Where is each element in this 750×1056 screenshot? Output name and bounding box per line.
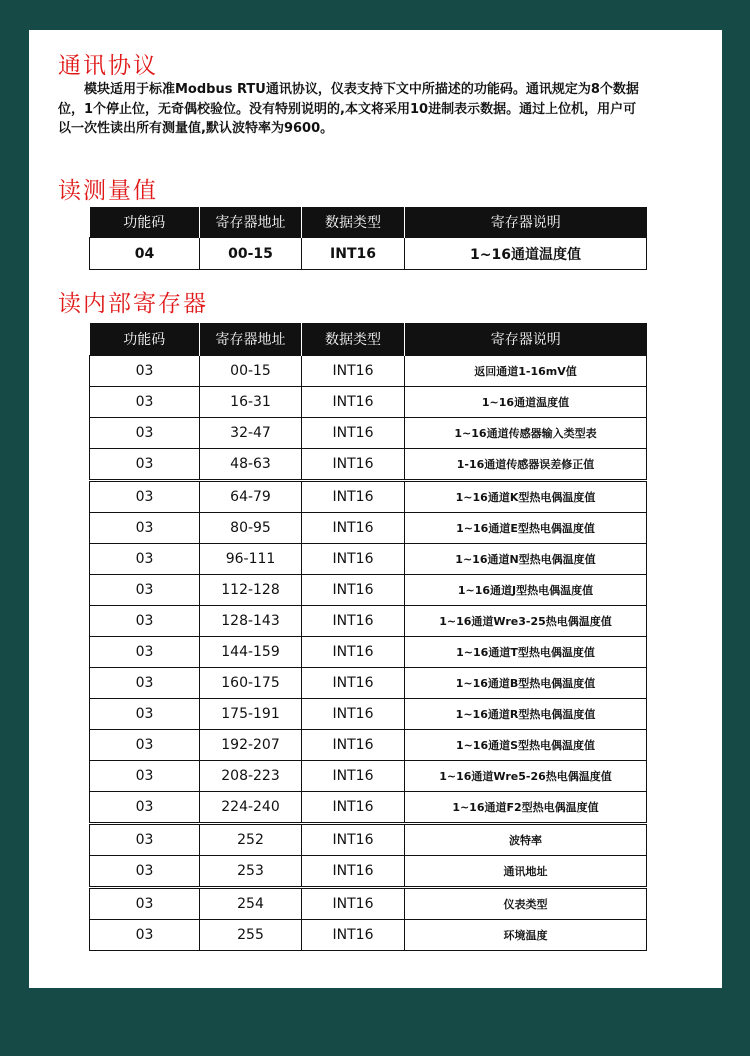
protocol-description: 模块适用于标准Modbus RTU通讯协议，仪表支持下文中所描述的功能码。通讯规定为8个数据位，1个停止位，无奇偶校验位。没有特别说明的,本文将采用10进制表示数据。通过上位机，用户可以一次性读出所有测量值,默认波特率为9600。 <box>58 82 639 136</box>
register-address-cell: 208-223 <box>200 761 302 792</box>
register-address-cell: 48-63 <box>200 449 302 481</box>
table-row <box>90 481 647 513</box>
data-type-cell: INT16 <box>302 792 405 824</box>
table-row <box>90 418 647 449</box>
data-type-cell: INT16 <box>302 481 405 513</box>
data-type-cell: INT16 <box>302 824 405 856</box>
function-code-cell: 03 <box>90 761 200 792</box>
register-address-cell: 255 <box>200 920 302 951</box>
function-code-cell: 03 <box>90 699 200 730</box>
register-address-cell: 00-15 <box>200 356 302 387</box>
register-address-cell: 192-207 <box>200 730 302 761</box>
function-code-cell: 03 <box>90 418 200 449</box>
register-description-cell: 通讯地址 <box>405 856 647 888</box>
function-code-cell: 03 <box>90 606 200 637</box>
header-data-type: 数据类型 <box>302 207 405 238</box>
data-type-cell: INT16 <box>302 387 405 418</box>
function-code-cell: 03 <box>90 637 200 668</box>
section-title-read-internal-registers: 读内部寄存器 <box>58 291 208 317</box>
table-row <box>90 637 647 668</box>
function-code-cell: 04 <box>90 238 200 270</box>
register-description-cell: 波特率 <box>405 824 647 856</box>
register-address-cell: 112-128 <box>200 575 302 606</box>
register-description-cell: 1~16通道N型热电偶温度值 <box>405 544 647 575</box>
register-description-cell: 仪表类型 <box>405 888 647 920</box>
register-description-cell: 1~16通道T型热电偶温度值 <box>405 637 647 668</box>
register-address-cell: 224-240 <box>200 792 302 824</box>
table-header-row <box>90 207 647 238</box>
register-address-cell: 80-95 <box>200 513 302 544</box>
register-description-cell: 1~16通道K型热电偶温度值 <box>405 481 647 513</box>
header-register-address: 寄存器地址 <box>200 323 302 356</box>
header-data-type: 数据类型 <box>302 323 405 356</box>
register-description-cell: 1~16通道J型热电偶温度值 <box>405 575 647 606</box>
register-address-cell: 175-191 <box>200 699 302 730</box>
data-type-cell: INT16 <box>302 449 405 481</box>
table-row <box>90 920 647 951</box>
register-address-cell: 253 <box>200 856 302 888</box>
register-address-cell: 252 <box>200 824 302 856</box>
function-code-cell: 03 <box>90 888 200 920</box>
table-row <box>90 792 647 824</box>
function-code-cell: 03 <box>90 730 200 761</box>
function-code-cell: 03 <box>90 792 200 824</box>
header-function-code: 功能码 <box>90 207 200 238</box>
function-code-cell: 03 <box>90 513 200 544</box>
function-code-cell: 03 <box>90 668 200 699</box>
register-address-cell: 144-159 <box>200 637 302 668</box>
header-register-address: 寄存器地址 <box>200 207 302 238</box>
table-row <box>90 730 647 761</box>
register-description-cell: 1~16通道温度值 <box>405 387 647 418</box>
register-description-cell: 1-16通道传感器误差修正值 <box>405 449 647 481</box>
table-row <box>90 699 647 730</box>
data-type-cell: INT16 <box>302 575 405 606</box>
table-row <box>90 761 647 792</box>
section-title-read-measurements: 读测量值 <box>58 178 158 204</box>
table-row <box>90 856 647 888</box>
table-row <box>90 606 647 637</box>
function-code-cell: 03 <box>90 544 200 575</box>
table-row <box>90 668 647 699</box>
register-address-cell: 16-31 <box>200 387 302 418</box>
register-address-cell: 32-47 <box>200 418 302 449</box>
register-address-cell: 254 <box>200 888 302 920</box>
header-function-code: 功能码 <box>90 323 200 356</box>
register-address-cell: 160-175 <box>200 668 302 699</box>
header-register-description: 寄存器说明 <box>405 323 647 356</box>
section-title-protocol: 通讯协议 <box>58 53 158 79</box>
internal-register-table <box>89 323 647 951</box>
register-description-cell: 返回通道1-16mV值 <box>405 356 647 387</box>
register-address-cell: 00-15 <box>200 238 302 270</box>
function-code-cell: 03 <box>90 824 200 856</box>
measurement-table <box>89 207 647 270</box>
register-description-cell: 1~16通道F2型热电偶温度值 <box>405 792 647 824</box>
data-type-cell: INT16 <box>302 668 405 699</box>
table-row <box>90 449 647 481</box>
data-type-cell: INT16 <box>302 920 405 951</box>
function-code-cell: 03 <box>90 356 200 387</box>
table-row <box>90 238 647 270</box>
table-row <box>90 387 647 418</box>
table-header-row <box>90 323 647 356</box>
header-register-description: 寄存器说明 <box>405 207 647 238</box>
data-type-cell: INT16 <box>302 730 405 761</box>
register-address-cell: 64-79 <box>200 481 302 513</box>
function-code-cell: 03 <box>90 481 200 513</box>
table-row <box>90 544 647 575</box>
register-description-cell: 1~16通道Wre5-26热电偶温度值 <box>405 761 647 792</box>
data-type-cell: INT16 <box>302 637 405 668</box>
table-row <box>90 356 647 387</box>
function-code-cell: 03 <box>90 449 200 481</box>
table-row <box>90 575 647 606</box>
data-type-cell: INT16 <box>302 238 405 270</box>
function-code-cell: 03 <box>90 920 200 951</box>
register-description-cell: 1~16通道R型热电偶温度值 <box>405 699 647 730</box>
register-description-cell: 1~16通道E型热电偶温度值 <box>405 513 647 544</box>
data-type-cell: INT16 <box>302 761 405 792</box>
register-address-cell: 96-111 <box>200 544 302 575</box>
data-type-cell: INT16 <box>302 888 405 920</box>
data-type-cell: INT16 <box>302 699 405 730</box>
register-description-cell: 1~16通道温度值 <box>405 238 647 270</box>
table-row <box>90 513 647 544</box>
register-address-cell: 128-143 <box>200 606 302 637</box>
register-description-cell: 1~16通道传感器输入类型表 <box>405 418 647 449</box>
data-type-cell: INT16 <box>302 856 405 888</box>
data-type-cell: INT16 <box>302 544 405 575</box>
table-row <box>90 824 647 856</box>
register-description-cell: 1~16通道Wre3-25热电偶温度值 <box>405 606 647 637</box>
function-code-cell: 03 <box>90 387 200 418</box>
register-description-cell: 1~16通道S型热电偶温度值 <box>405 730 647 761</box>
table-row <box>90 888 647 920</box>
data-type-cell: INT16 <box>302 418 405 449</box>
register-description-cell: 1~16通道B型热电偶温度值 <box>405 668 647 699</box>
data-type-cell: INT16 <box>302 513 405 544</box>
register-description-cell: 环境温度 <box>405 920 647 951</box>
function-code-cell: 03 <box>90 575 200 606</box>
function-code-cell: 03 <box>90 856 200 888</box>
data-type-cell: INT16 <box>302 606 405 637</box>
data-type-cell: INT16 <box>302 356 405 387</box>
